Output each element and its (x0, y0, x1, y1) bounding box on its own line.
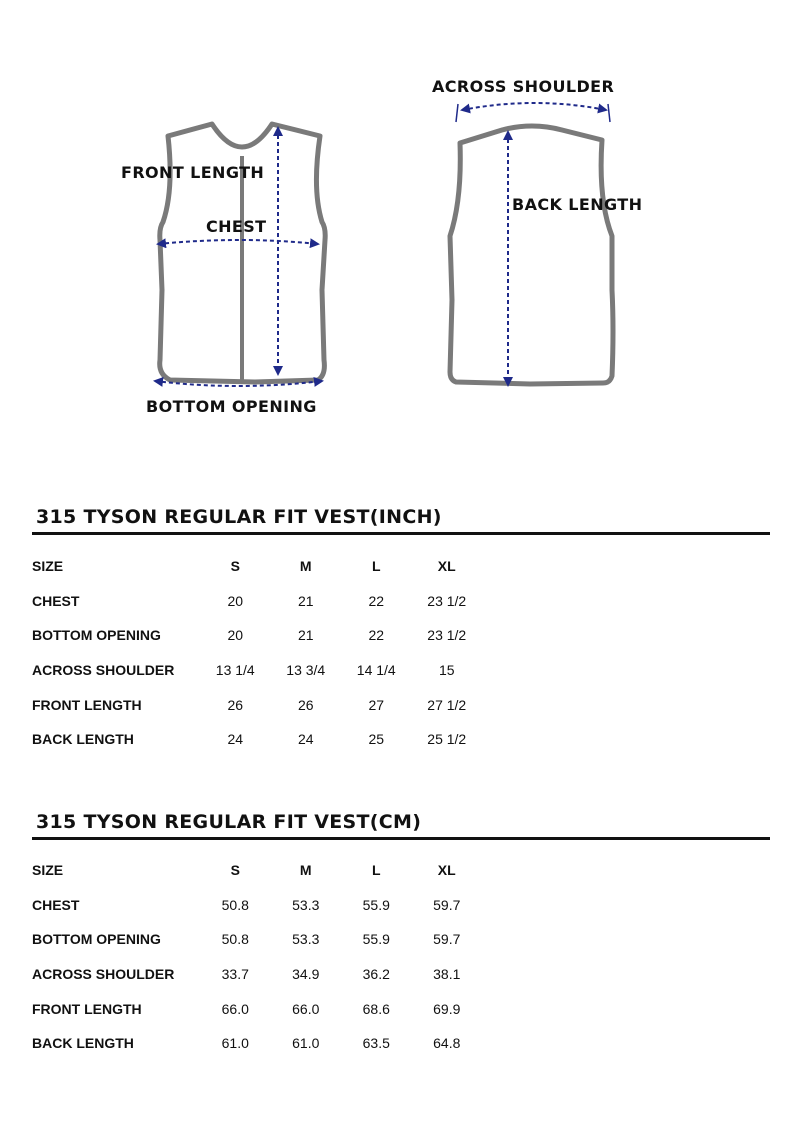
header-s: S (230, 862, 240, 879)
cell-l: 27 (368, 696, 385, 713)
cell-xl: 38.1 (433, 966, 461, 983)
row-label: ACROSS SHOULDER (32, 662, 175, 679)
cell-l: 22 (368, 592, 385, 609)
cell-s: 50.8 (221, 931, 249, 948)
cell-xl: 27 1/2 (427, 696, 467, 713)
cell-m: 53.3 (292, 896, 320, 913)
cell-xl: 69.9 (433, 1000, 461, 1017)
cell-xl: 15 (438, 662, 455, 679)
cell-l: 25 (368, 731, 385, 748)
header-m: M (299, 862, 312, 879)
front-vest-drawing (121, 124, 325, 416)
header-size: SIZE (32, 558, 64, 575)
back-vest-outline (450, 126, 613, 384)
measurement-diagram (0, 0, 801, 460)
row-label: FRONT LENGTH (32, 696, 142, 713)
cell-xl: 25 1/2 (427, 731, 467, 748)
chest-arrow (158, 240, 318, 244)
cell-m: 21 (297, 627, 314, 644)
cm-size-table (32, 853, 482, 1061)
row-label: BACK LENGTH (32, 731, 134, 748)
cell-m: 26 (297, 696, 314, 713)
chest-label: CHEST (206, 217, 267, 236)
cell-s: 20 (227, 627, 244, 644)
table-row (32, 618, 482, 653)
cell-l: 36.2 (362, 966, 390, 983)
table-header-row (32, 853, 482, 888)
cell-m: 53.3 (292, 931, 320, 948)
cell-l: 22 (368, 627, 385, 644)
cm-table-title: 315 TYSON REGULAR FIT VEST(CM) (36, 811, 422, 833)
table-row (32, 653, 482, 688)
cell-s: 66.0 (221, 1000, 249, 1017)
back-vest-drawing (432, 77, 642, 385)
table-row (32, 888, 482, 923)
cell-l: 14 1/4 (356, 662, 396, 679)
table-row (32, 1026, 482, 1061)
cell-m: 13 3/4 (286, 662, 326, 679)
header-xl: XL (437, 558, 456, 575)
cell-xl: 23 1/2 (427, 627, 467, 644)
cell-l: 68.6 (362, 1000, 390, 1017)
table-row (32, 957, 482, 992)
row-label: BOTTOM OPENING (32, 627, 161, 644)
cell-m: 21 (297, 592, 314, 609)
header-l: L (371, 558, 381, 575)
header-xl: XL (437, 862, 456, 879)
inch-size-table (32, 549, 482, 757)
row-label: BOTTOM OPENING (32, 931, 161, 948)
table-row (32, 922, 482, 957)
cm-table-rule (32, 837, 770, 840)
table-row (32, 991, 482, 1026)
cell-s: 33.7 (221, 966, 249, 983)
row-label: BACK LENGTH (32, 1035, 134, 1052)
table-row (32, 722, 482, 757)
cell-l: 63.5 (362, 1035, 390, 1052)
header-s: S (230, 558, 240, 575)
front-length-label: FRONT LENGTH (121, 163, 265, 182)
across-shoulder-tick-right (608, 104, 610, 122)
header-l: L (371, 862, 381, 879)
table-row (32, 584, 482, 619)
inch-table-rule (32, 532, 770, 535)
cell-s: 13 1/4 (215, 662, 255, 679)
header-size: SIZE (32, 862, 64, 879)
cell-xl: 64.8 (433, 1035, 461, 1052)
table-header-row (32, 549, 482, 584)
row-label: CHEST (32, 592, 80, 609)
cell-m: 34.9 (292, 966, 320, 983)
cell-s: 20 (227, 592, 244, 609)
inch-table-title: 315 TYSON REGULAR FIT VEST(INCH) (36, 506, 442, 528)
across-shoulder-arrow (462, 103, 606, 110)
across-shoulder-label: ACROSS SHOULDER (432, 77, 615, 96)
across-shoulder-tick-left (456, 104, 458, 122)
bottom-opening-label: BOTTOM OPENING (146, 397, 317, 416)
cell-l: 55.9 (362, 931, 390, 948)
cell-s: 50.8 (221, 896, 249, 913)
row-label: FRONT LENGTH (32, 1000, 142, 1017)
cell-m: 61.0 (292, 1035, 320, 1052)
header-m: M (299, 558, 312, 575)
cell-xl: 23 1/2 (427, 592, 467, 609)
cell-m: 66.0 (292, 1000, 320, 1017)
back-length-label: BACK LENGTH (512, 195, 643, 214)
row-label: CHEST (32, 896, 80, 913)
cell-l: 55.9 (362, 896, 390, 913)
row-label: ACROSS SHOULDER (32, 966, 175, 983)
cell-m: 24 (297, 731, 314, 748)
table-row (32, 687, 482, 722)
cell-s: 61.0 (221, 1035, 249, 1052)
cell-s: 24 (227, 731, 244, 748)
cell-xl: 59.7 (433, 931, 461, 948)
cell-s: 26 (227, 696, 244, 713)
cell-xl: 59.7 (433, 896, 461, 913)
